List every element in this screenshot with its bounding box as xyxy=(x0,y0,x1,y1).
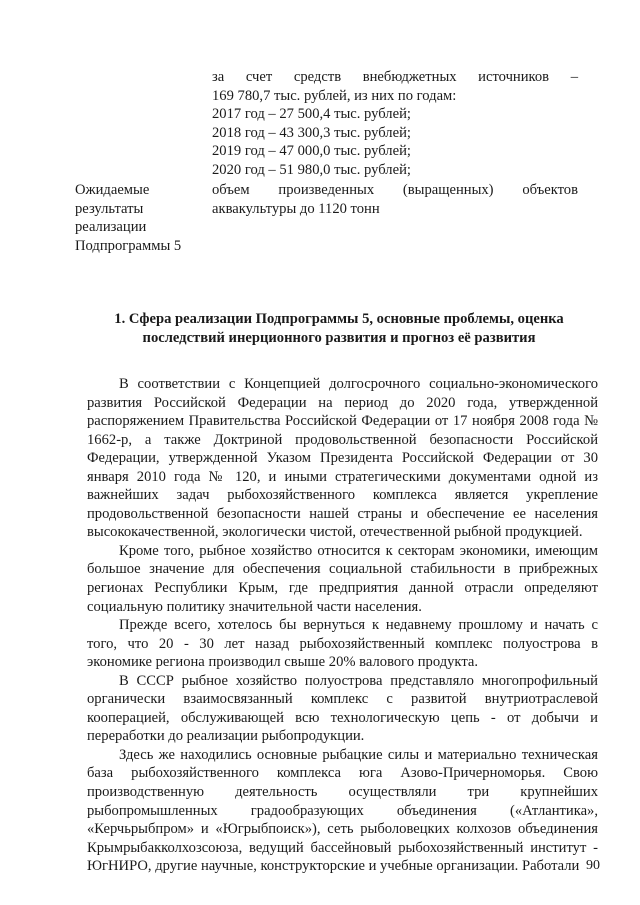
section-heading-line: последствий инерционного развития и прогноз её развития xyxy=(142,329,536,346)
funding-line: за счет средств внебюджетных источников – xyxy=(212,69,578,85)
funding-year-2018: 2018 год – 43 300,3 тыс. рублей; xyxy=(212,124,411,141)
section-heading xyxy=(88,310,590,347)
paragraph-history: Прежде всего, хотелось бы вернуться к недавнему прошлому и начать с того, что 20 - 30 лет назад рыбохозяйственный комплекс полуострова в экономике региона производил свыше 20% валового продукта. xyxy=(87,617,598,671)
label-line: реализации xyxy=(75,219,147,236)
funding-total-line: 169 780,7 тыс. рублей, из них по годам: xyxy=(212,87,457,104)
expected-results-value xyxy=(212,181,578,218)
paragraph-social-stability: Кроме того, рыбное хозяйство относится к секторам экономики, имеющим большое значение для обеспечения социальной стабильности в прибрежных регионах Республики Крым, где предприятия данной отрасли определяют социальную политику значительной части населения. xyxy=(87,542,598,615)
paragraph-concept: В соответствии с Концепцией долгосрочного социально-экономического развития Российской Федерации на период до 2020 года, утвержденной распоряжением Правительства Российской Федерации от 17 ноября 2008 года № 1662-р, а также Доктриной продовольственной безопасности Российской Федерации, утвержденной Указом Президента Российской Федерации от 30 января 2010 года № 120, и иными стратегическими документами одной из важнейших задач рыбохозяйственного комплекса является укрепление продовольственной безопасности нашей страны и обеспечение ее населения высококачественной, экологически чистой, отечественной рыбной продукцией. xyxy=(87,376,598,541)
paragraph-resources: Здесь же находились основные рыбацкие силы и материально техническая база рыбохозяйственного комплекса юга Азово-Причерноморья. Свою производственную деятельность осуществляли три крупнейших рыбопромышленных градообразующих объединения («Атлантика», «Керчьрыбпром» и «Югрыбпоиск»), сеть рыболовецких колхозов объединения Крымрыбакколхозсоюза, ведущий бассейновый рыбохозяйственный институт - ЮгНИРО, другие научные, конструкторские и учебные организации. Работали xyxy=(87,746,598,875)
label-line: Подпрограммы 5 xyxy=(75,237,182,254)
results-value-line: объем произведенных (выращенных) объектов xyxy=(212,182,578,198)
expected-results-label xyxy=(75,181,205,255)
funding-year-2020: 2020 год – 51 980,0 тыс. рублей; xyxy=(212,161,411,178)
body-text xyxy=(87,375,598,876)
label-line: результаты xyxy=(75,200,144,217)
funding-year-2017: 2017 год – 27 500,4 тыс. рублей; xyxy=(212,106,411,123)
section-heading-line: 1. Сфера реализации Подпрограммы 5, основные проблемы, оценка xyxy=(114,311,564,327)
label-line: Ожидаемые xyxy=(75,182,150,198)
paragraph-ussr: В СССР рыбное хозяйство полуострова представляло многопрофильный органически взаимосвязанный комплекс с развитой внутриотраслевой кооперацией, обслуживающей всю технологическую цепь - от добычи и переработки до реализации рыбопродукции. xyxy=(87,672,598,745)
funding-cell xyxy=(212,68,578,180)
results-value-line: аквакультуры до 1120 тонн xyxy=(212,200,380,217)
page-number: 90 xyxy=(586,858,600,873)
funding-year-2019: 2019 год – 47 000,0 тыс. рублей; xyxy=(212,143,411,160)
